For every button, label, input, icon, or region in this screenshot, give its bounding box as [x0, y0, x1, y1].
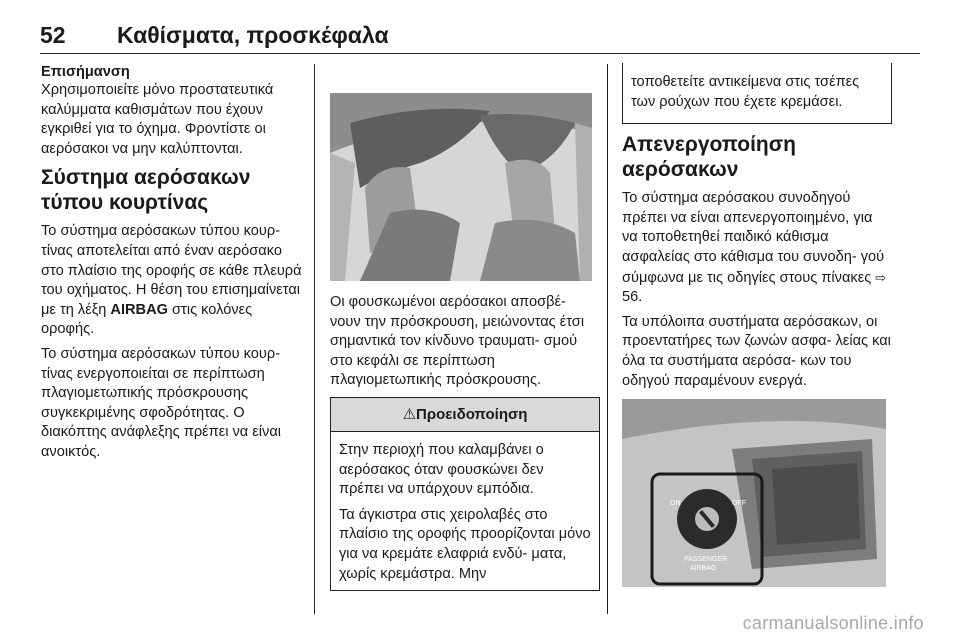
switch-passenger-label: PASSENGER [684, 556, 728, 564]
airbag-deactivation-heading: Απενεργοποίηση αερόσακων [622, 133, 796, 182]
warning-paragraph-1: Στην περιοχή που καλαμβάνει ο αερόσακος όταν φουσκώνει δεν πρέπει να υπάρχουν εμπόδια. [339, 441, 544, 498]
page-title: Καθίσματα, προσκέφαλα [117, 22, 389, 48]
airbag-switch-illustration [622, 399, 886, 587]
curtain-airbag-illustration [330, 93, 592, 281]
warning-paragraph-2: Τα άγκιστρα στις χειρολαβές στο πλαίσιο της οροφής προορίζονται μόνο για να κρεμάτε ελαφριά ενδύ‐ ματα, χωρίς κρεμάστρα. Μην [339, 506, 591, 582]
photo-caption: Οι φουσκωμένοι αερόσακοι αποσβέ‐ νουν την πρόσκρουση, μειώνοντας έτσι σημαντικά τον κίνδυνο τραυματι‐ σμού στο κεφάλι σε περίπτωση πλαγιομετωπικής πρόσκρουσης. [330, 294, 585, 389]
switch-airbag-label: AIRBAG [690, 565, 717, 573]
page-number: 52 [40, 22, 66, 48]
watermark: carmanualsonline.info [742, 613, 924, 633]
warning-header [331, 398, 599, 432]
column-1 [41, 63, 305, 468]
page-reference-icon: ⇨ [875, 269, 887, 285]
airbag-switch-photo [622, 399, 886, 587]
para-text: στις κολόνες οροφής. [41, 301, 253, 338]
column-divider-2 [607, 64, 608, 614]
curtain-airbag-paragraph-1 [41, 222, 305, 340]
switch-off-label: OFF [732, 500, 746, 508]
curtain-airbag-paragraph-2: Το σύστημα αερόσακων τύπου κουρ‐ τίνας ενεργοποιείται σε περίπτωση πλαγιομετωπικής πρόσκρουσης συγκεκριμένης σφοδρότητας. Ο διακόπτης ανάφλεξης πρέπει να είναι ανοικτός. [41, 345, 282, 460]
warning-title: Προειδοποίηση [416, 405, 528, 423]
curtain-airbag-photo [330, 93, 592, 281]
warning-triangle-icon: ⚠ [402, 406, 417, 424]
column-divider-1 [314, 64, 315, 614]
page-header [40, 22, 920, 54]
switch-on-label: ON [670, 500, 681, 508]
page-reference[interactable]: 56. [622, 289, 643, 306]
warning-continued-box [622, 63, 892, 124]
warning-continued-text: τοποθετείτε αντικείμενα στις τσέπες των ρούχων που έχετε κρεμάσει. [631, 74, 860, 110]
column-2 [330, 63, 600, 591]
column-3 [622, 63, 892, 587]
para-text: Το σύστημα αερόσακου συνοδηγού πρέπει να είναι απενεργοποιημένο, για να τοποθετηθεί παιδικό κάθισμα ασφαλείας στο κάθισμα του συνοδη‐ γού σύμφωνα με τις οδηγίες στους πίνακες [622, 190, 885, 286]
airbag-keyword: AIRBAG [110, 301, 168, 318]
warning-body [331, 432, 599, 584]
curtain-airbag-heading: Σύστημα αερόσακων τύπου κουρτίνας [41, 166, 251, 215]
deactivation-paragraph-1 [622, 189, 892, 308]
warning-box [330, 397, 600, 591]
deactivation-paragraph-2: Τα υπόλοιπα συστήματα αερόσακων, οι προεντατήρες των ζωνών ασφα‐ λείας και όλα τα συστήματα αερόσα‐ κων του οδηγού παραμένουν ενεργά. [622, 313, 891, 389]
note-text: Χρησιμοποιείτε μόνο προστατευτικά καλύμματα καθισμάτων που έχουν εγκριθεί για το όχημα. Φροντίστε οι αερόσακοι να μην καλύπτονται. [41, 82, 274, 157]
para-text: Το σύστημα αερόσακων τύπου κουρ‐ τίνας αποτελείται από έναν αερόσακο στο πλαίσιο της οροφής σε κάθε πλευρά του οχήματος. Η θέση του επισημαίνεται με τη λέξη [41, 223, 302, 318]
note-heading: Επισήμανση [41, 64, 130, 80]
